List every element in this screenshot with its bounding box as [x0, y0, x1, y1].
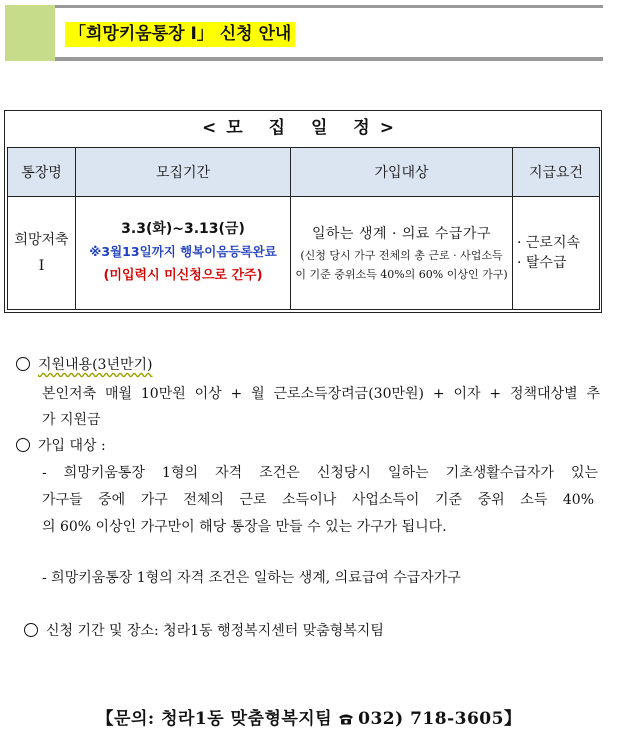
header-account-name: 통장명	[8, 148, 76, 197]
eligibility-line-2: 가구들 중에 가구 전체의 근로 소득이나 사업소득이 기준 중위 소득 40%	[42, 492, 594, 508]
table-header-row	[8, 148, 600, 197]
circle-bullet-icon	[16, 438, 30, 452]
eligibility-line-4: - 희망키움통장 1형의 자격 조건은 일하는 생계, 의료급여 수급자가구	[42, 570, 461, 586]
application-info: 신청 기간 및 장소: 청라1동 행정복지센터 맞춤형복지팀	[24, 621, 384, 641]
cell-target: 일하는 생계 · 의료 수급가구 (신청 당시 가구 전체의 총 근로 · 사업소득 이 기준 중위소득 40%의 60% 이상인 가구)	[291, 197, 513, 310]
header-period: 모집기간	[76, 148, 291, 197]
cell-account-name: 희망저축 Ⅰ	[8, 197, 76, 310]
eligibility-section-title: 가입 대상 :	[16, 436, 106, 456]
period-note: ※3월13일까지 행복이음등록완료	[89, 244, 277, 259]
circle-bullet-icon	[24, 623, 38, 637]
support-body-line-2: 가 지원금	[42, 412, 101, 428]
recruitment-schedule-box	[4, 110, 602, 313]
eligibility-line-1: - 희망키움통장 1형의 자격 조건은 신청당시 일하는 기초생활수급자가 있는	[42, 465, 598, 481]
telephone-icon	[338, 713, 354, 725]
eligibility-line-3: 의 60% 이상인 가구만이 해당 통장을 만들 수 있는 가구가 됩니다.	[42, 519, 447, 535]
contact-info	[0, 704, 618, 729]
schedule-heading: <모 집 일 정>	[202, 118, 404, 138]
header-requirements: 지급요건	[513, 148, 600, 197]
contact-phone: 032) 718-3605】	[358, 709, 522, 729]
title-accent-block	[5, 5, 55, 61]
title-bottom-rule	[55, 57, 603, 61]
cell-requirements: · 근로지속 · 탈수급	[513, 197, 600, 310]
period-warning: (미입력시 미신청으로 간주)	[103, 268, 263, 283]
cell-period: 3.3(화)~3.13(금) ※3월13일까지 행복이음등록완료 (미입력시 미신청으로 간주)	[76, 197, 291, 310]
schedule-table	[7, 147, 600, 310]
support-section-title: 지원내용(3년만기)	[16, 355, 153, 375]
header-target: 가입대상	[291, 148, 513, 197]
title-top-rule	[55, 5, 603, 8]
page-title: 「희망키움통장 Ⅰ」 신청 안내	[65, 22, 295, 47]
circle-bullet-icon	[16, 357, 30, 371]
contact-label: 【문의: 청라1동 맞춤형복지팀	[96, 709, 333, 729]
table-row	[8, 197, 600, 310]
support-body-line-1: 본인저축 매월 10만원 이상 + 월 근로소득장려금(30만원) + 이자 + 정책대상별 추	[42, 386, 600, 402]
